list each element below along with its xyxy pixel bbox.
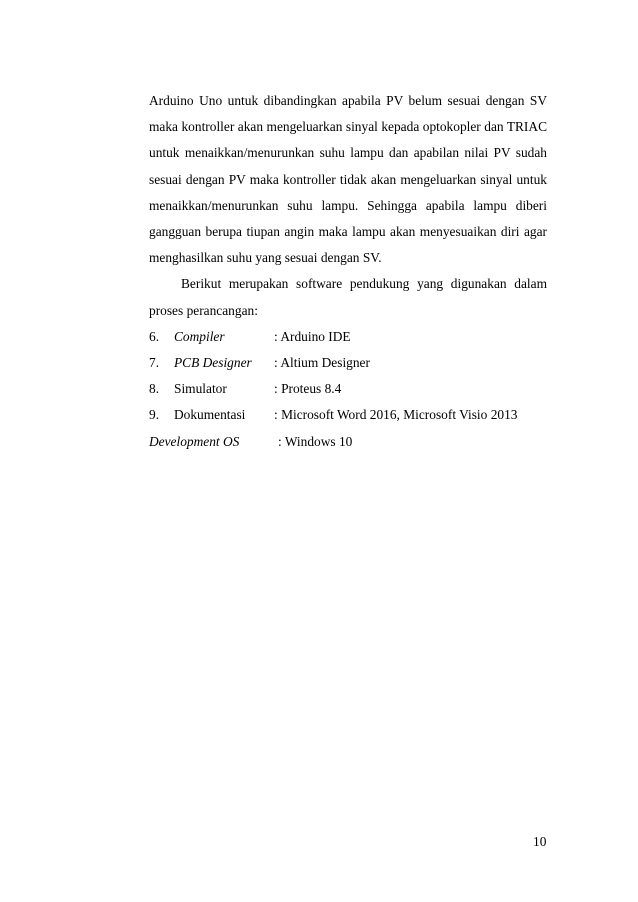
paragraph-software-intro: Berikut merupakan software pendukung yang digunakan dalam proses perancangan: xyxy=(149,276,547,318)
list-value: : Arduino IDE xyxy=(274,328,351,344)
list-value: : Windows 10 xyxy=(278,433,353,449)
list-number: 6. xyxy=(149,328,160,344)
list-item-pcb-designer xyxy=(149,350,547,376)
list-number: 8. xyxy=(149,381,160,397)
list-value: : Microsoft Word 2016, Microsoft Visio 2013 xyxy=(274,407,518,423)
list-number: 7. xyxy=(149,355,160,371)
list-term: Compiler xyxy=(174,328,225,344)
list-term: Dokumentasi xyxy=(174,407,246,423)
list-number: 9. xyxy=(149,407,160,423)
list-item-dokumentasi xyxy=(149,402,547,428)
list-term: Development OS xyxy=(149,433,240,449)
paragraph-controller-description: Arduino Uno untuk dibandingkan apabila PV belum sesuai dengan SV maka kontroller akan mengeluarkan sinyal kepada optokopler dan TRIAC untuk menaikkan/menurunkan suhu lampu dan apabilan nilai PV sudah sesuai dengan PV maka kontroller tidak akan mengeluarkan sinyal untuk menaikkan/menurunkan suhu lampu. Sehingga apabila lampu diberi gangguan berupa tiupan angin maka lampu akan menyesuaikan diri agar menghasilkan suhu yang sesuai dengan SV. xyxy=(149,93,547,266)
page-number: 10 xyxy=(533,834,547,849)
list-item-development-os xyxy=(149,429,547,455)
list-item-simulator xyxy=(149,376,547,402)
list-term: Simulator xyxy=(174,381,227,397)
list-value: : Altium Designer xyxy=(274,355,370,371)
list-term: PCB Designer xyxy=(174,355,252,371)
list-value: : Proteus 8.4 xyxy=(274,381,342,397)
list-item-compiler xyxy=(149,324,547,350)
body-text xyxy=(149,88,547,455)
